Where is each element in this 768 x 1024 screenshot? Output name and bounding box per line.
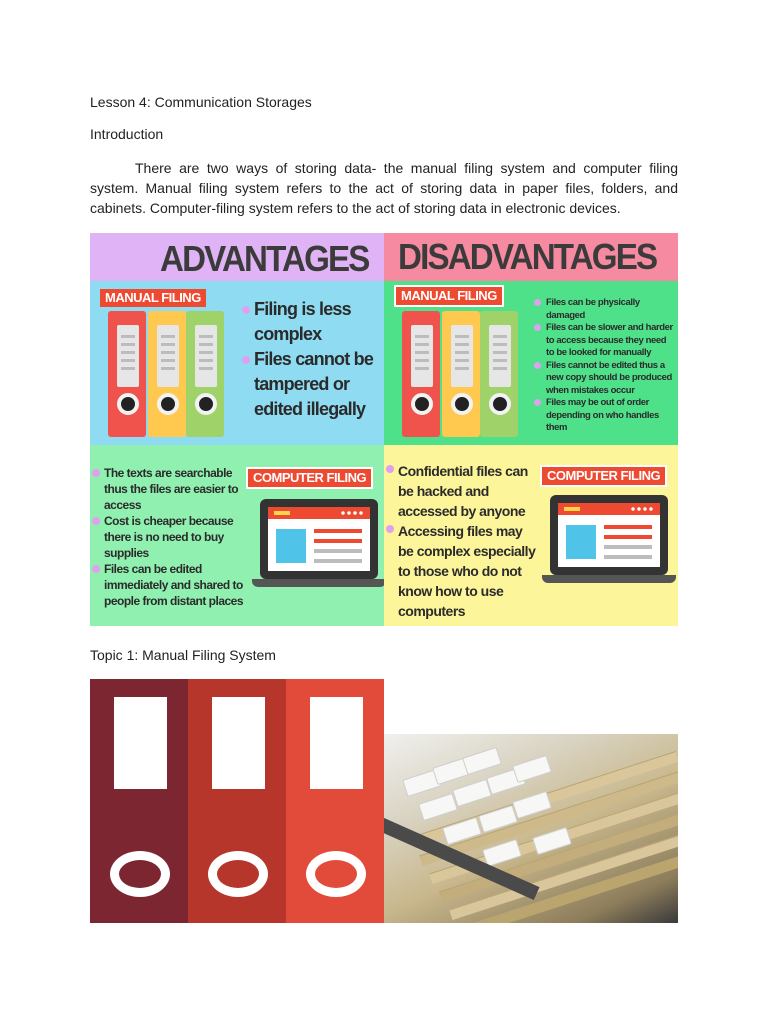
hanging-files-photo xyxy=(384,734,678,923)
manual-disadvantages-list xyxy=(534,297,674,435)
list-item: The texts are searchable thus the files are easier to access xyxy=(92,465,244,513)
manual-filing-tag: MANUAL FILING xyxy=(394,285,504,307)
lesson-title: Lesson 4: Communication Storages xyxy=(90,94,312,110)
list-item: Files can be physically damaged xyxy=(534,297,674,322)
bright-red-binder xyxy=(286,679,384,923)
advantages-header xyxy=(90,233,384,281)
introduction-paragraph xyxy=(90,158,678,218)
list-item: Cost is cheaper because there is no need to buy supplies xyxy=(92,513,244,561)
list-item: Filing is less complex xyxy=(242,297,380,347)
list-item: Files can be edited immediately and shared to people from distant places xyxy=(92,561,244,609)
computer-disadvantages-panel xyxy=(384,445,678,626)
green-binder-icon xyxy=(186,311,224,437)
list-item: Confidential files can be hacked and accessed by anyone xyxy=(386,461,536,521)
computer-filing-tag: COMPUTER FILING xyxy=(540,465,667,487)
red-binder xyxy=(188,679,286,923)
red-binder-icon xyxy=(402,311,440,437)
manual-advantages-panel xyxy=(90,281,384,445)
yellow-binder-icon xyxy=(442,311,480,437)
list-item: Files cannot be edited thus a new copy should be produced when mistakes occur xyxy=(534,360,674,398)
disadvantages-title: DISADVANTAGES xyxy=(398,236,657,277)
computer-advantages-list xyxy=(92,465,244,609)
topic-1-heading: Topic 1: Manual Filing System xyxy=(90,647,276,663)
introduction-heading: Introduction xyxy=(90,126,164,142)
advantages-disadvantages-infographic xyxy=(90,233,678,626)
green-binder-icon xyxy=(480,311,518,437)
advantages-title: ADVANTAGES xyxy=(160,238,369,279)
disadvantages-header xyxy=(384,233,678,281)
list-item: Accessing files may be complex especially to those who do not know how to use computers xyxy=(386,521,536,621)
computer-filing-tag: COMPUTER FILING xyxy=(246,467,373,489)
list-item: Files may be out of order depending on who handles them xyxy=(534,397,674,435)
introduction-text: There are two ways of storing data- the manual filing system and computer filing system. Manual filing system refers to the act of storing data in paper files, folders, and cabinets. Computer-filing system refers to the act of storing data in electronic devices. xyxy=(90,160,678,216)
yellow-binder-icon xyxy=(148,311,186,437)
manual-filing-tag: MANUAL FILING xyxy=(100,289,206,307)
computer-disadvantages-list xyxy=(386,461,536,621)
list-item: Files can be slower and harder to access because they need to be looked for manually xyxy=(534,322,674,360)
dark-red-binder xyxy=(90,679,188,923)
manual-advantages-list xyxy=(242,297,380,422)
list-item: Files cannot be tampered or edited illegally xyxy=(242,347,380,422)
red-binder-icon xyxy=(108,311,146,437)
manual-disadvantages-panel xyxy=(384,281,678,445)
computer-advantages-panel xyxy=(90,445,384,626)
binders-illustration xyxy=(90,679,384,923)
